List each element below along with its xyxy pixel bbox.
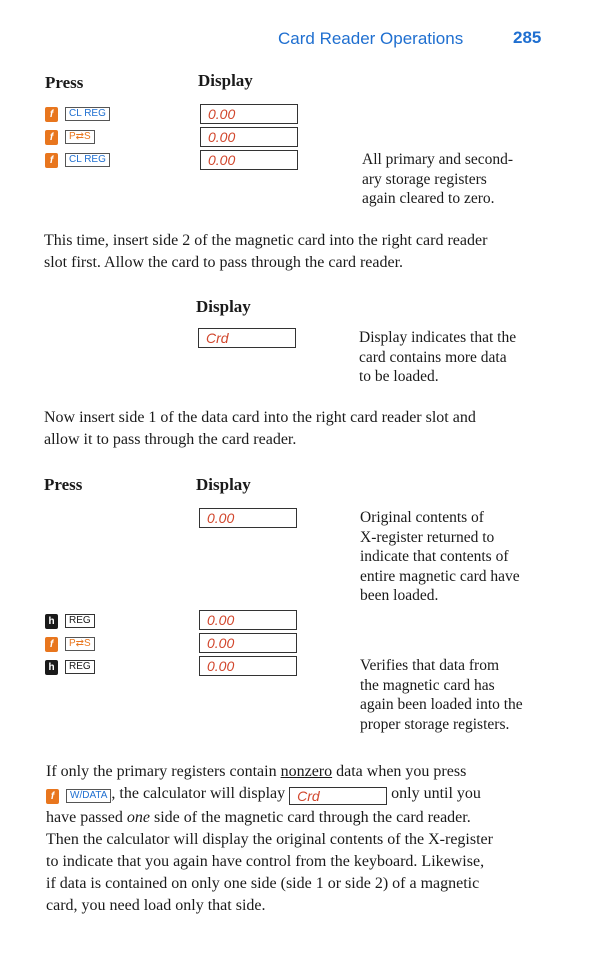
- f-prefix-key-icon: f: [46, 789, 59, 804]
- text-span: only until you: [391, 785, 481, 802]
- page-number: 285: [513, 28, 542, 47]
- paragraph-line: to indicate that you again have control from the keyboard. Likewise,: [46, 853, 485, 870]
- note-line: All primary and second-: [362, 151, 514, 168]
- p-s-key: P⇄S: [65, 637, 95, 651]
- text-span: side of the magnetic card through the card reader.: [149, 809, 471, 826]
- calculator-display: Crd: [289, 787, 387, 805]
- text-span: data when you press: [332, 763, 467, 780]
- calculator-display: 0.00: [199, 633, 297, 653]
- note-line: card contains more data: [359, 348, 507, 366]
- text-span: , the calculator will display: [111, 785, 286, 802]
- display-heading: Display: [198, 71, 253, 90]
- paragraph-line: [46, 761, 556, 783]
- display-heading: Display: [196, 475, 251, 494]
- paragraph-line: [46, 807, 556, 829]
- paragraph-line: Now insert side 1 of the data card into the right card reader slot and: [44, 409, 476, 426]
- display-heading: Display: [196, 297, 251, 316]
- reg-key: REG: [65, 614, 95, 628]
- paragraph-primary-registers: [46, 761, 556, 917]
- note-line: been loaded.: [360, 587, 439, 604]
- note-line: entire magnetic card have: [360, 567, 520, 585]
- note-line: Original contents of: [360, 509, 484, 526]
- keystroke-row: [45, 105, 110, 123]
- paragraph-line: Then the calculator will display the original contents of the X-register: [46, 831, 493, 848]
- paragraph-line: slot first. Allow the card to pass through the card reader.: [44, 254, 404, 271]
- f-prefix-key-icon: f: [45, 637, 58, 652]
- note-contents-loaded: [360, 508, 520, 606]
- press-heading: Press: [44, 475, 83, 494]
- note-line: Display indicates that the: [359, 329, 517, 346]
- f-prefix-key-icon: f: [45, 130, 58, 145]
- keystroke-row: [45, 635, 95, 653]
- f-prefix-key-icon: f: [45, 153, 58, 168]
- note-registers-cleared: [362, 150, 513, 209]
- calculator-display: 0.00: [200, 104, 298, 124]
- cl-reg-key: CL REG: [65, 107, 110, 121]
- f-prefix-key-icon: f: [45, 107, 58, 122]
- keystroke-row: [45, 151, 110, 169]
- calculator-display: 0.00: [200, 127, 298, 147]
- paragraph-line: if data is contained on only one side (side 1 or side 2) of a magnetic: [46, 875, 480, 892]
- paragraph-insert-side-2: [44, 230, 487, 274]
- calculator-display: 0.00: [199, 656, 297, 676]
- note-verifies-data: [360, 656, 523, 734]
- note-line: to be loaded.: [359, 368, 439, 385]
- press-heading: Press: [45, 73, 84, 92]
- calculator-display: 0.00: [199, 508, 297, 528]
- note-line: again cleared to zero.: [362, 190, 495, 207]
- note-line: Verifies that data from: [360, 657, 500, 674]
- paragraph-line: This time, insert side 2 of the magnetic card into the right card reader: [44, 232, 488, 249]
- w-data-key: W/DATA: [66, 789, 111, 803]
- note-line: proper storage registers.: [360, 715, 510, 733]
- text-span: have passed: [46, 809, 127, 826]
- note-more-data: [359, 328, 516, 387]
- running-header-title: Card Reader Operations: [278, 29, 464, 48]
- note-line: indicate that contents of: [360, 548, 509, 565]
- keystroke-row: [45, 658, 95, 676]
- p-s-key: P⇄S: [65, 130, 95, 144]
- h-prefix-key-icon: h: [45, 614, 58, 629]
- paragraph-line: allow it to pass through the card reader.: [44, 431, 297, 448]
- note-line: the magnetic card has: [360, 676, 495, 694]
- paragraph-insert-side-1: [44, 407, 476, 451]
- calculator-display: 0.00: [199, 610, 297, 630]
- note-line: again been loaded into the: [360, 696, 523, 713]
- note-line: X-register returned to: [360, 528, 495, 546]
- paragraph-line: [46, 783, 556, 807]
- note-line: ary storage registers: [362, 170, 487, 188]
- text-span: If only the primary registers contain: [46, 763, 281, 780]
- calculator-display: 0.00: [200, 150, 298, 170]
- keystroke-row: [45, 612, 95, 630]
- text-span: nonzero: [280, 763, 333, 780]
- keystroke-row: [45, 128, 95, 146]
- calculator-display: Crd: [198, 328, 296, 348]
- h-prefix-key-icon: h: [45, 660, 58, 675]
- reg-key: REG: [65, 660, 95, 674]
- cl-reg-key: CL REG: [65, 153, 110, 167]
- emphasis-text: one: [126, 809, 150, 826]
- paragraph-line: card, you need load only that side.: [46, 897, 266, 914]
